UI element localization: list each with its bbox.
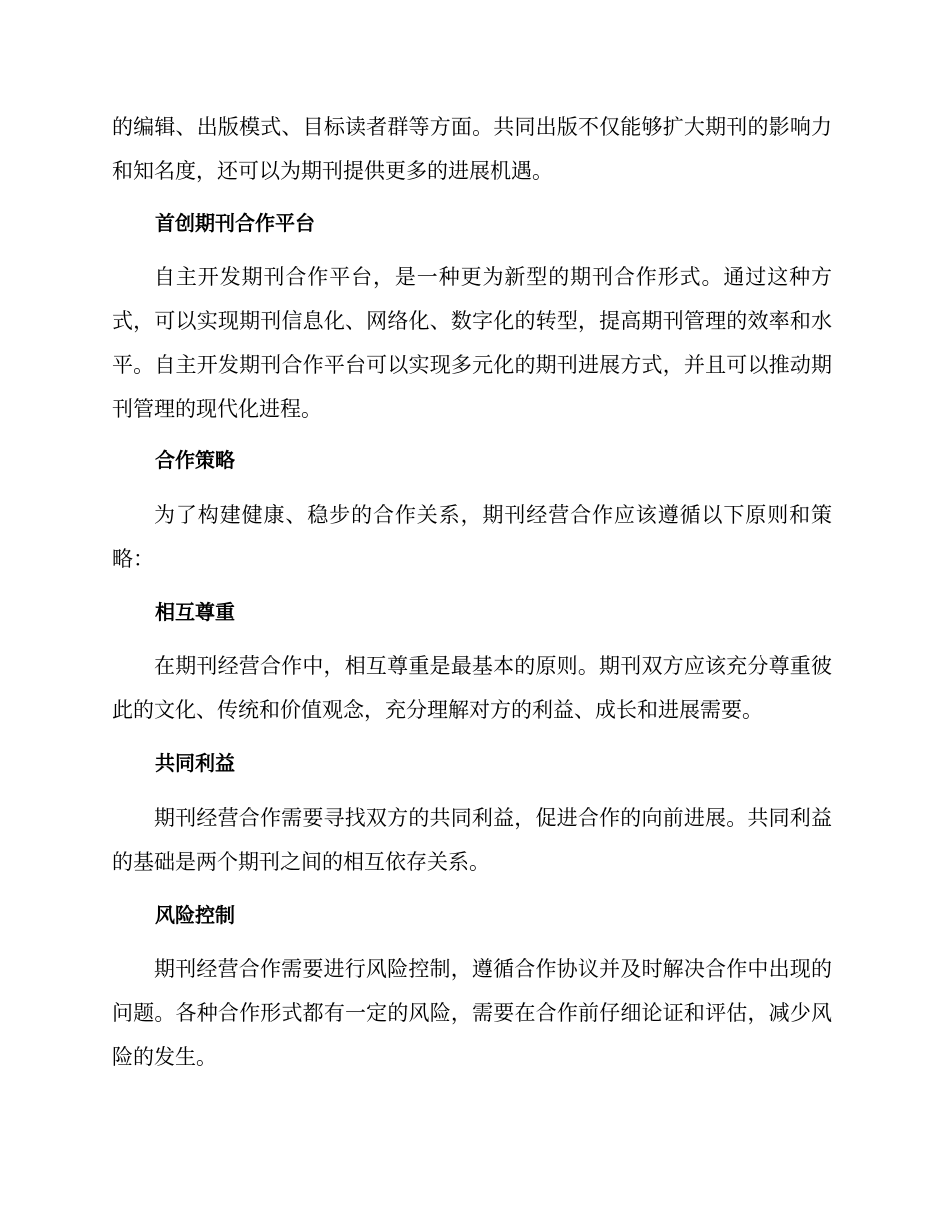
heading-respect: 相互尊重 xyxy=(155,600,235,624)
paragraph-strategy: 为了构建健康、稳步的合作关系，期刊经营合作应该遵循以下原则和策略： xyxy=(112,503,832,571)
paragraph-benefit: 期刊经营合作需要寻找双方的共同利益，促进合作的向前进展。共同利益的基础是两个期刊之间的相互依存关系。 xyxy=(112,806,832,874)
paragraph-respect: 在期刊经营合作中，相互尊重是最基本的原则。期刊双方应该充分尊重彼此的文化、传统和价值观念，充分理解对方的利益、成长和进展需要。 xyxy=(112,654,832,722)
strategy-block xyxy=(112,493,832,581)
heading-strategy: 合作策略 xyxy=(155,448,235,472)
section-heading-platform xyxy=(112,208,832,238)
paragraph-intro-continuation: 的编辑、出版模式、目标读者群等方面。共同出版不仅能够扩大期刊的影响力和知名度，还可以为期刊提供更多的进展机遇。 xyxy=(112,115,832,183)
section-heading-risk xyxy=(112,900,832,930)
platform-block xyxy=(112,255,832,431)
section-heading-benefit xyxy=(112,748,832,778)
section-heading-strategy xyxy=(112,445,832,475)
benefit-block xyxy=(112,796,832,884)
section-heading-respect xyxy=(112,597,832,627)
paragraph-platform: 自主开发期刊合作平台，是一种更为新型的期刊合作形式。通过这种方式，可以实现期刊信息化、网络化、数字化的转型，提高期刊管理的效率和水平。自主开发期刊合作平台可以实现多元化的期刊进展方式，并且可以推动期刊管理的现代化进程。 xyxy=(112,265,832,421)
heading-risk: 风险控制 xyxy=(155,903,235,927)
paragraph-risk: 期刊经营合作需要进行风险控制，遵循合作协议并及时解决合作中出现的问题。各种合作形式都有一定的风险，需要在合作前仔细论证和评估，减少风险的发生。 xyxy=(112,957,832,1069)
intro-continuation-block xyxy=(112,105,832,193)
risk-block xyxy=(112,947,832,1079)
heading-benefit: 共同利益 xyxy=(155,751,235,775)
respect-block xyxy=(112,644,832,732)
heading-platform: 首创期刊合作平台 xyxy=(155,211,315,235)
